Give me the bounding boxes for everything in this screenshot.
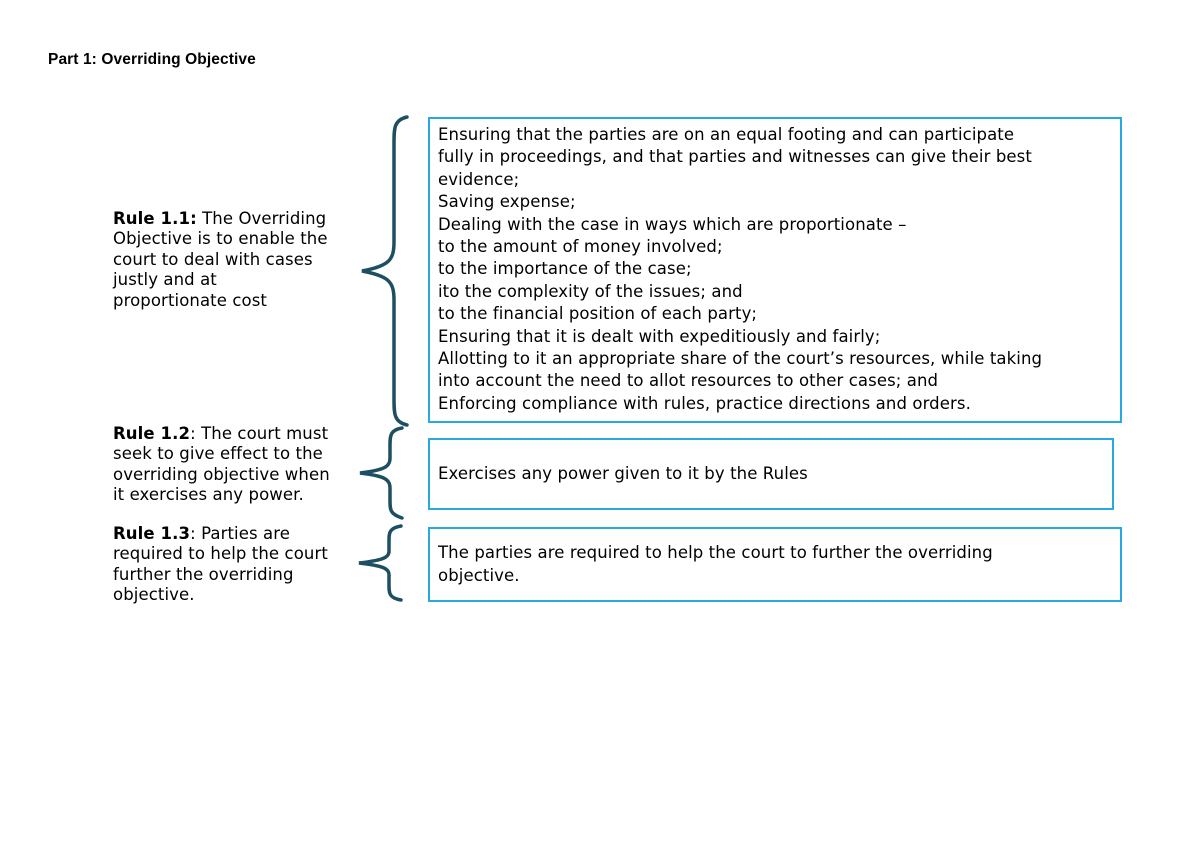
curly-brace-icon-rule-1-1 — [355, 114, 411, 428]
rule-1-1-body: The Overriding Objective is to enable the court to deal with cases justly and at proportionate cost — [113, 209, 328, 310]
text-line: Dealing with the case in ways which are proportionate – — [438, 214, 907, 234]
text-line: The parties are required to help the court to further the overriding — [438, 543, 993, 563]
rule-1-3-body: : Parties are required to help the court further the overriding objective. — [113, 524, 328, 605]
curly-brace-icon-rule-1-2 — [354, 426, 406, 520]
text-line: ito the complexity of the issues; and — [438, 281, 743, 301]
page-title: Part 1: Overriding Objective — [48, 51, 256, 68]
text-line: Allotting to it an appropriate share of the court’s resources, while taking — [438, 349, 1043, 369]
text-line: into account the need to allot resources to other cases; and — [438, 371, 939, 391]
curly-brace-icon-rule-1-3 — [353, 524, 405, 602]
text-line: evidence; — [438, 169, 520, 189]
rule-1-3-label: Rule 1.3 — [113, 524, 191, 543]
text-line: Enforcing compliance with rules, practice directions and orders. — [438, 393, 971, 413]
rule-1-2-body: : The court must seek to give effect to the overriding objective when it exercises any power. — [113, 424, 330, 505]
text-line: to the amount of money involved; — [438, 237, 723, 257]
text-line: Ensuring that the parties are on an equal footing and can participate — [438, 125, 1015, 144]
rule-1-1-text-block — [113, 209, 331, 311]
text-line: fully in proceedings, and that parties and witnesses can give their best — [438, 147, 1032, 167]
text-line: Ensuring that it is dealt with expeditiously and fairly; — [438, 326, 881, 346]
rule-1-2-text-block — [113, 424, 331, 506]
rule-1-2-label: Rule 1.2 — [113, 424, 191, 443]
text-line: to the importance of the case; — [438, 259, 692, 279]
rule-1-2-details-box — [428, 438, 1114, 510]
rule-1-1-details-box — [428, 117, 1122, 423]
rule-1-1-label: Rule 1.1: — [113, 209, 197, 228]
text-line: Exercises any power given to it by the Rules — [438, 463, 808, 483]
text-line: objective. — [438, 565, 520, 585]
rule-1-3-details-box — [428, 527, 1122, 602]
text-line: Saving expense; — [438, 192, 576, 212]
text-line: to the financial position of each party; — [438, 304, 758, 324]
rule-1-3-text-block — [113, 524, 331, 606]
